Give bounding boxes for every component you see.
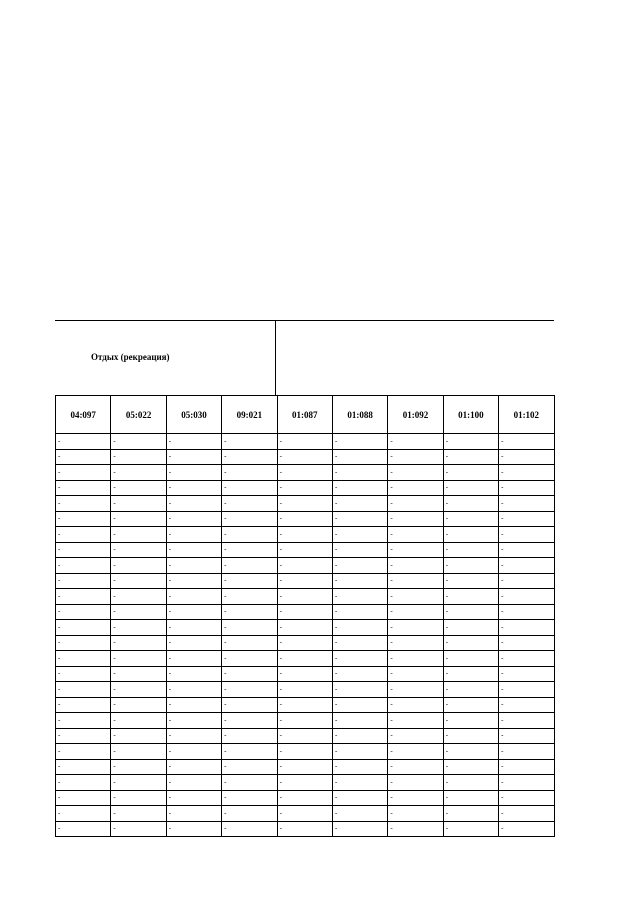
column-header: 05:030 xyxy=(166,396,221,434)
column-header: 01:092 xyxy=(388,396,443,434)
table-cell: - xyxy=(166,806,221,822)
table-cell: - xyxy=(111,821,166,837)
table-cell: - xyxy=(222,821,277,837)
table-cell: - xyxy=(499,511,554,527)
table-cell: - xyxy=(499,744,554,760)
table-cell: - xyxy=(443,728,498,744)
table-cell: - xyxy=(222,635,277,651)
table-cell: - xyxy=(56,558,111,574)
table-cell: - xyxy=(222,713,277,729)
table-cell: - xyxy=(388,511,443,527)
table-cell: - xyxy=(56,759,111,775)
table-cell: - xyxy=(388,821,443,837)
table-cell: - xyxy=(499,620,554,636)
table-cell: - xyxy=(111,697,166,713)
table-cell: - xyxy=(277,604,332,620)
table-cell: - xyxy=(111,558,166,574)
table-cell: - xyxy=(332,449,387,465)
table-cell: - xyxy=(277,728,332,744)
table-cell: - xyxy=(56,728,111,744)
table-cell: - xyxy=(111,465,166,481)
table-cell: - xyxy=(499,449,554,465)
table-cell: - xyxy=(222,604,277,620)
table-cell: - xyxy=(332,496,387,512)
table-cell: - xyxy=(332,635,387,651)
table-cell: - xyxy=(111,759,166,775)
table-cell: - xyxy=(443,821,498,837)
table-cell: - xyxy=(222,620,277,636)
table-cell: - xyxy=(388,604,443,620)
table-cell: - xyxy=(443,558,498,574)
table-cell: - xyxy=(499,465,554,481)
table-cell: - xyxy=(166,589,221,605)
table-cell: - xyxy=(388,449,443,465)
table-cell: - xyxy=(111,682,166,698)
table-cell: - xyxy=(443,697,498,713)
table-cell: - xyxy=(443,449,498,465)
table-cell: - xyxy=(443,511,498,527)
table-cell: - xyxy=(166,496,221,512)
table-cell: - xyxy=(56,713,111,729)
column-header: 01:102 xyxy=(499,396,554,434)
table-cell: - xyxy=(332,511,387,527)
table-cell: - xyxy=(277,744,332,760)
table-cell: - xyxy=(443,480,498,496)
table-cell: - xyxy=(111,480,166,496)
table-cell: - xyxy=(332,434,387,450)
table-row xyxy=(56,666,555,682)
table-cell: - xyxy=(166,775,221,791)
table-cell: - xyxy=(56,682,111,698)
table-row xyxy=(56,604,555,620)
table-row xyxy=(56,511,555,527)
table-cell: - xyxy=(277,542,332,558)
table-cell: - xyxy=(388,682,443,698)
table-cell: - xyxy=(56,573,111,589)
table-cell: - xyxy=(222,511,277,527)
table-cell: - xyxy=(56,589,111,605)
table-row xyxy=(56,728,555,744)
table-cell: - xyxy=(332,759,387,775)
table-cell: - xyxy=(111,434,166,450)
table-cell: - xyxy=(332,542,387,558)
table-cell: - xyxy=(332,697,387,713)
table-cell: - xyxy=(499,542,554,558)
table-cell: - xyxy=(166,620,221,636)
table-cell: - xyxy=(166,666,221,682)
table-cell: - xyxy=(111,573,166,589)
table-cell: - xyxy=(388,434,443,450)
table-cell: - xyxy=(111,496,166,512)
table-cell: - xyxy=(56,744,111,760)
table-cell: - xyxy=(277,806,332,822)
table-row xyxy=(56,651,555,667)
table-cell: - xyxy=(499,589,554,605)
table-cell: - xyxy=(222,651,277,667)
table-cell: - xyxy=(277,449,332,465)
table-row xyxy=(56,465,555,481)
table-cell: - xyxy=(111,620,166,636)
table-cell: - xyxy=(499,527,554,543)
table-cell: - xyxy=(166,573,221,589)
column-header: 05:022 xyxy=(111,396,166,434)
table-cell: - xyxy=(332,744,387,760)
table-cell: - xyxy=(56,821,111,837)
table-cell: - xyxy=(443,434,498,450)
table-cell: - xyxy=(166,558,221,574)
table-cell: - xyxy=(277,573,332,589)
table-cell: - xyxy=(332,775,387,791)
table-cell: - xyxy=(277,589,332,605)
group-header xyxy=(55,320,554,395)
table-cell: - xyxy=(332,558,387,574)
table-cell: - xyxy=(222,434,277,450)
table-cell: - xyxy=(277,713,332,729)
table-cell: - xyxy=(443,573,498,589)
table-cell: - xyxy=(56,465,111,481)
table-cell: - xyxy=(388,620,443,636)
table-cell: - xyxy=(499,759,554,775)
header-row xyxy=(56,396,555,434)
table-cell: - xyxy=(277,558,332,574)
table-cell: - xyxy=(111,449,166,465)
table-cell: - xyxy=(443,589,498,605)
table-cell: - xyxy=(111,527,166,543)
group-right-cell xyxy=(276,320,554,395)
table-cell: - xyxy=(499,480,554,496)
table-cell: - xyxy=(499,775,554,791)
table-cell: - xyxy=(56,527,111,543)
table-cell: - xyxy=(388,542,443,558)
table-cell: - xyxy=(443,775,498,791)
table-cell: - xyxy=(222,682,277,698)
table-cell: - xyxy=(166,682,221,698)
table-cell: - xyxy=(499,604,554,620)
table-row xyxy=(56,744,555,760)
table-cell: - xyxy=(166,542,221,558)
table-cell: - xyxy=(443,682,498,698)
table-cell: - xyxy=(388,759,443,775)
table-cell: - xyxy=(443,620,498,636)
table-cell: - xyxy=(443,651,498,667)
table-row xyxy=(56,620,555,636)
table-cell: - xyxy=(166,697,221,713)
table-cell: - xyxy=(388,589,443,605)
table-cell: - xyxy=(443,790,498,806)
table-cell: - xyxy=(499,434,554,450)
table-cell: - xyxy=(277,821,332,837)
table-row xyxy=(56,806,555,822)
table-cell: - xyxy=(56,620,111,636)
table-cell: - xyxy=(332,728,387,744)
table-cell: - xyxy=(499,821,554,837)
table-cell: - xyxy=(166,713,221,729)
table-cell: - xyxy=(388,496,443,512)
table-cell: - xyxy=(222,697,277,713)
table-cell: - xyxy=(332,573,387,589)
table-cell: - xyxy=(499,697,554,713)
table-cell: - xyxy=(222,790,277,806)
table-cell: - xyxy=(499,558,554,574)
table-cell: - xyxy=(166,635,221,651)
table-cell: - xyxy=(388,480,443,496)
table-row xyxy=(56,682,555,698)
table-cell: - xyxy=(332,821,387,837)
table-cell: - xyxy=(332,527,387,543)
table-cell: - xyxy=(388,697,443,713)
table-cell: - xyxy=(277,511,332,527)
table-cell: - xyxy=(166,434,221,450)
table-row xyxy=(56,697,555,713)
table-cell: - xyxy=(388,666,443,682)
table-cell: - xyxy=(111,666,166,682)
table-cell: - xyxy=(443,806,498,822)
table-row xyxy=(56,573,555,589)
table-cell: - xyxy=(222,558,277,574)
table-cell: - xyxy=(222,666,277,682)
group-left-cell xyxy=(55,320,276,395)
table-row xyxy=(56,821,555,837)
table-cell: - xyxy=(222,775,277,791)
table-cell: - xyxy=(332,604,387,620)
table-cell: - xyxy=(332,682,387,698)
table-cell: - xyxy=(277,496,332,512)
table-cell: - xyxy=(332,713,387,729)
table-cell: - xyxy=(443,713,498,729)
table-cell: - xyxy=(111,713,166,729)
table-cell: - xyxy=(56,635,111,651)
table-cell: - xyxy=(443,666,498,682)
table-cell: - xyxy=(277,635,332,651)
table-cell: - xyxy=(56,697,111,713)
table-cell: - xyxy=(222,728,277,744)
table-row xyxy=(56,480,555,496)
column-header: 01:100 xyxy=(443,396,498,434)
table-cell: - xyxy=(277,434,332,450)
table-cell: - xyxy=(277,480,332,496)
table-row xyxy=(56,759,555,775)
table-cell: - xyxy=(332,651,387,667)
table-cell: - xyxy=(499,666,554,682)
table-cell: - xyxy=(332,620,387,636)
table-row xyxy=(56,589,555,605)
table-cell: - xyxy=(166,465,221,481)
table-cell: - xyxy=(443,542,498,558)
table-cell: - xyxy=(499,806,554,822)
table-cell: - xyxy=(166,728,221,744)
table-cell: - xyxy=(388,527,443,543)
table-row xyxy=(56,713,555,729)
column-header: 01:088 xyxy=(332,396,387,434)
table-cell: - xyxy=(111,511,166,527)
table-cell: - xyxy=(388,728,443,744)
table-cell: - xyxy=(56,651,111,667)
table-cell: - xyxy=(388,790,443,806)
table-cell: - xyxy=(443,759,498,775)
table-cell: - xyxy=(111,728,166,744)
table-cell: - xyxy=(111,790,166,806)
table-cell: - xyxy=(499,682,554,698)
table-cell: - xyxy=(56,449,111,465)
table-cell: - xyxy=(111,775,166,791)
table-row xyxy=(56,527,555,543)
column-header: 04:097 xyxy=(56,396,111,434)
table-cell: - xyxy=(388,713,443,729)
table-row xyxy=(56,775,555,791)
table-cell: - xyxy=(222,744,277,760)
table-cell: - xyxy=(166,449,221,465)
table-cell: - xyxy=(222,806,277,822)
table-cell: - xyxy=(222,542,277,558)
table-cell: - xyxy=(443,635,498,651)
table-cell: - xyxy=(222,589,277,605)
table-cell: - xyxy=(277,759,332,775)
table-cell: - xyxy=(277,697,332,713)
table-cell: - xyxy=(166,744,221,760)
table-cell: - xyxy=(332,666,387,682)
table-cell: - xyxy=(277,682,332,698)
table-cell: - xyxy=(166,527,221,543)
table-cell: - xyxy=(499,713,554,729)
table-cell: - xyxy=(388,744,443,760)
table-cell: - xyxy=(499,635,554,651)
table-cell: - xyxy=(56,604,111,620)
table-row xyxy=(56,635,555,651)
table-row xyxy=(56,434,555,450)
table-cell: - xyxy=(277,790,332,806)
table-cell: - xyxy=(222,759,277,775)
table-cell: - xyxy=(332,480,387,496)
table-cell: - xyxy=(56,806,111,822)
table-cell: - xyxy=(332,790,387,806)
table-row xyxy=(56,790,555,806)
table-cell: - xyxy=(111,604,166,620)
table-cell: - xyxy=(388,775,443,791)
table-cell: - xyxy=(56,480,111,496)
table-cell: - xyxy=(388,806,443,822)
table-cell: - xyxy=(277,651,332,667)
table-cell: - xyxy=(166,759,221,775)
table-body xyxy=(56,434,555,837)
table-cell: - xyxy=(388,465,443,481)
table-cell: - xyxy=(277,527,332,543)
table-row xyxy=(56,558,555,574)
table-cell: - xyxy=(111,542,166,558)
table-cell: - xyxy=(443,604,498,620)
table-cell: - xyxy=(277,666,332,682)
table-cell: - xyxy=(166,651,221,667)
table-row xyxy=(56,449,555,465)
table-row xyxy=(56,496,555,512)
table-cell: - xyxy=(56,542,111,558)
table-cell: - xyxy=(111,589,166,605)
table-cell: - xyxy=(166,790,221,806)
table-cell: - xyxy=(111,806,166,822)
table-cell: - xyxy=(111,635,166,651)
table-cell: - xyxy=(443,496,498,512)
table-cell: - xyxy=(166,511,221,527)
table-cell: - xyxy=(56,790,111,806)
table-cell: - xyxy=(222,573,277,589)
table-cell: - xyxy=(222,527,277,543)
table-cell: - xyxy=(111,651,166,667)
table-cell: - xyxy=(499,790,554,806)
column-header: 01:087 xyxy=(277,396,332,434)
table-cell: - xyxy=(277,775,332,791)
table-cell: - xyxy=(443,465,498,481)
table-cell: - xyxy=(443,744,498,760)
table-cell: - xyxy=(56,775,111,791)
table-cell: - xyxy=(443,527,498,543)
table-cell: - xyxy=(388,558,443,574)
table-row xyxy=(56,542,555,558)
table-cell: - xyxy=(332,806,387,822)
table-cell: - xyxy=(222,480,277,496)
table-cell: - xyxy=(166,604,221,620)
table-cell: - xyxy=(56,511,111,527)
table-cell: - xyxy=(388,573,443,589)
column-header: 09:021 xyxy=(222,396,277,434)
table-cell: - xyxy=(56,666,111,682)
group-title: Отдых (рекреация) xyxy=(91,352,170,362)
table-cell: - xyxy=(388,635,443,651)
table-cell: - xyxy=(56,496,111,512)
table-cell: - xyxy=(166,480,221,496)
table-cell: - xyxy=(222,449,277,465)
table-cell: - xyxy=(332,465,387,481)
table-cell: - xyxy=(388,651,443,667)
table-cell: - xyxy=(166,821,221,837)
data-table xyxy=(55,395,555,837)
table-cell: - xyxy=(56,434,111,450)
table-cell: - xyxy=(111,744,166,760)
table-cell: - xyxy=(332,589,387,605)
table-cell: - xyxy=(499,728,554,744)
table-cell: - xyxy=(277,465,332,481)
table-cell: - xyxy=(499,496,554,512)
table-cell: - xyxy=(222,496,277,512)
table-cell: - xyxy=(277,620,332,636)
table-cell: - xyxy=(499,651,554,667)
table-cell: - xyxy=(222,465,277,481)
table-cell: - xyxy=(499,573,554,589)
